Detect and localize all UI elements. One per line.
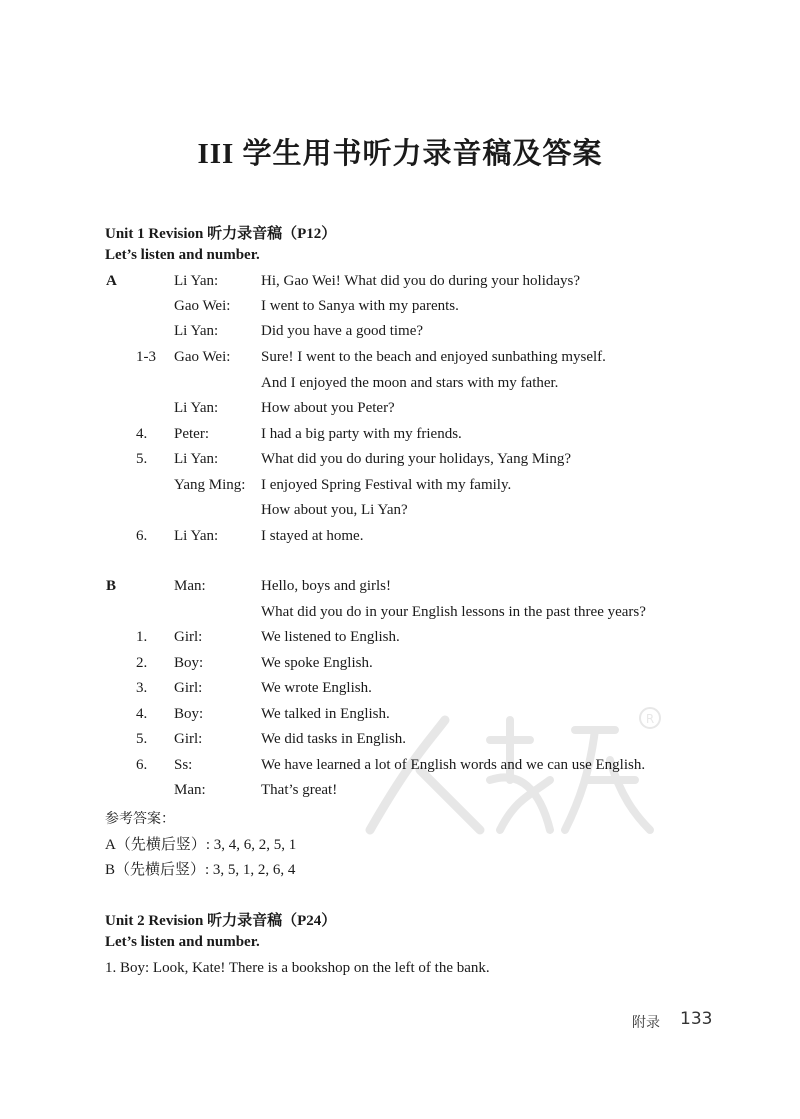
speaker: Gao Wei: <box>174 349 231 365</box>
dialogue-text: What did you do in your English lessons in the past three years? <box>261 604 646 620</box>
speaker: Li Yan: <box>174 528 219 544</box>
unit1-heading: Unit 1 Revision 听力录音稿（P12） <box>105 226 337 242</box>
speaker: Boy: <box>174 655 204 671</box>
speaker: Man: <box>174 578 206 594</box>
item-number: 6. <box>136 757 148 773</box>
speaker: Peter: <box>174 426 209 442</box>
answers-label: 参考答案： <box>105 811 175 827</box>
speaker: Li Yan: <box>174 400 219 416</box>
dialogue-text: We talked in English. <box>261 706 390 722</box>
item-number: 5. <box>136 451 148 467</box>
dialogue-text: We did tasks in English. <box>261 731 407 747</box>
dialogue-text: Did you have a good time? <box>261 323 424 339</box>
page-number: 133 <box>680 1009 713 1029</box>
unit2-heading: Unit 2 Revision 听力录音稿（P24） <box>105 913 337 929</box>
dialogue-text: We have learned a lot of English words and we can use English. <box>261 757 646 773</box>
svg-text:R: R <box>645 712 655 726</box>
item-number: 5. <box>136 731 148 747</box>
dialogue-text: How about you Peter? <box>261 400 395 416</box>
section-a-label: A <box>106 273 117 289</box>
unit2-subheading: Let’s listen and number. <box>105 934 260 950</box>
item-number: 4. <box>136 706 148 722</box>
speaker: Li Yan: <box>174 451 219 467</box>
dialogue-text: And I enjoyed the moon and stars with my father. <box>261 375 559 391</box>
dialogue-text: I enjoyed Spring Festival with my family. <box>261 477 512 493</box>
dialogue-text: We spoke English. <box>261 655 373 671</box>
page-title: III 学生用书听力录音稿及答案 <box>197 138 603 170</box>
speaker: Girl: <box>174 629 203 645</box>
item-number: 1-3 <box>136 349 156 365</box>
dialogue-text: We wrote English. <box>261 680 372 696</box>
dialogue-text: Hello, boys and girls! <box>261 578 391 594</box>
speaker: Ss: <box>174 757 193 773</box>
footer-appendix-label: 附录 <box>632 1015 660 1031</box>
dialogue-text: I stayed at home. <box>261 528 364 544</box>
speaker: Yang Ming: <box>174 477 246 493</box>
answer-b: B（先横后竖）: 3, 5, 1, 2, 6, 4 <box>105 862 296 878</box>
dialogue-text: Hi, Gao Wei! What did you do during your holidays? <box>261 273 581 289</box>
item-number: 4. <box>136 426 148 442</box>
speaker: Boy: <box>174 706 204 722</box>
dialogue-text: That’s great! <box>261 782 338 798</box>
publisher-watermark-logo <box>350 700 670 850</box>
dialogue-text: What did you do during your holidays, Yang Ming? <box>261 451 571 467</box>
speaker: Li Yan: <box>174 323 219 339</box>
dialogue-text: I had a big party with my friends. <box>261 426 462 442</box>
speaker: Girl: <box>174 731 203 747</box>
speaker: Gao Wei: <box>174 298 231 314</box>
speaker: Girl: <box>174 680 203 696</box>
dialogue-text: I went to Sanya with my parents. <box>261 298 459 314</box>
speaker: Man: <box>174 782 206 798</box>
item-number: 2. <box>136 655 148 671</box>
dialogue-text: How about you, Li Yan? <box>261 502 408 518</box>
speaker: Li Yan: <box>174 273 219 289</box>
item-number: 1. <box>136 629 148 645</box>
item-number: 6. <box>136 528 148 544</box>
dialogue-text: We listened to English. <box>261 629 400 645</box>
unit1-subheading: Let’s listen and number. <box>105 247 260 263</box>
section-b-label: B <box>106 578 117 594</box>
dialogue-text: Sure! I went to the beach and enjoyed sunbathing myself. <box>261 349 606 365</box>
unit2-line-1: 1. Boy: Look, Kate! There is a bookshop on the left of the bank. <box>105 960 490 976</box>
answer-a: A（先横后竖）: 3, 4, 6, 2, 5, 1 <box>105 837 297 853</box>
item-number: 3. <box>136 680 148 696</box>
